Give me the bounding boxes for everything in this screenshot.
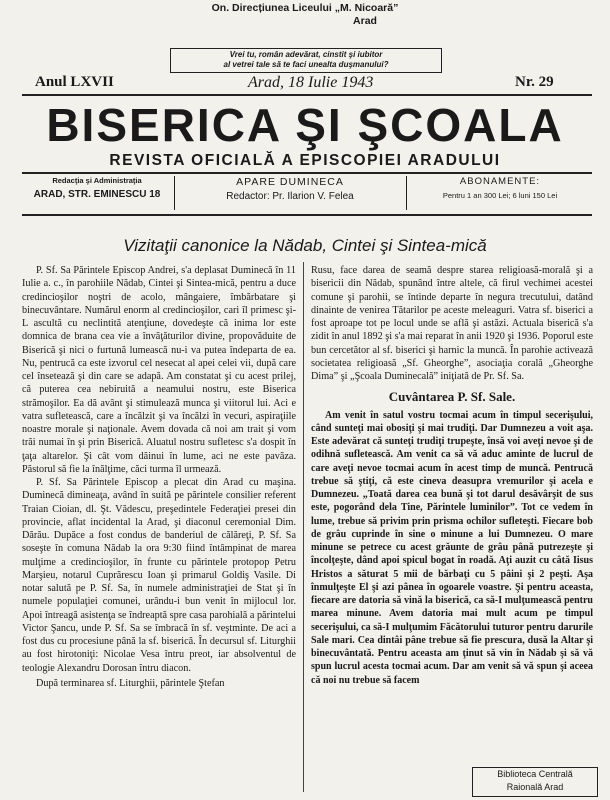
subscriptions-block [408,176,592,200]
issue-date: Arad, 18 Iulie 1943 [248,74,374,91]
motto-box [170,48,442,73]
appears-text: APARE DUMINECA [236,176,344,188]
appears-block [175,176,405,202]
editor-text: Redactor: Pr. Ilarion V. Felea [226,191,354,202]
section-heading: Cuvântarea P. Sf. Sale. [388,389,516,405]
masthead-subtitle: REVISTA OFICIALĂ A EPISCOPIEI ARADULUI [109,152,501,169]
subscriptions-text: Pentru 1 an 300 Lei; 6 luni 150 Lei [442,191,558,200]
subscriptions-label: ABONAMENTE: [459,176,541,187]
info-divider [406,176,407,210]
dedication [0,2,610,28]
stamp-line-1: Biblioteca Centrală [497,769,573,779]
info-box [22,172,592,216]
motto-line-2: al vetrei tale să te faci unealta duşmanului? [223,60,389,69]
paragraph: Am venit în satul vostru tocmai acum în timpul secerişului, când sunteţi mai obosiţi şi mai trudiţi. Dar Dumnezeu a voit aşa. Este adevărat că sunteţi trudiţi trupeşte, însă voi aveţi nevoe şi de odihnă sufletească. Am venit ca să vă aduc aminte de lucrul de care aveţi nevoe tocmai acum în acest timp de muncă. Pentrucă trebue să ştiţi, că este cineva deasupra vremurilor şi acela e Dumnezeu. „Toată darea cea bună şi tot darul desăvârşit de sus este, pogorând dela Tine, Părintele luminilor”. Tot ce vedem în lume, trebue să privim prin prisma ochilor sufleteşti. Fiecare bob de grâu cuprinde în sine o minune a lui Dumnezeu. O mare minune se petrece cu acest grăunte de grâu până putrezeşte şi încolţeşte, dând apoi spicul bogat în roadă. Aţi auzit cu câtă Iisus Hristos a săturat 5 mii de bărbaţi cu 5 pâini şi 2 peşti. Aşa înmulţeşte El şi azi pânea în ogoarele voastre. Şi pentru aceasta, fiecare are datoria să vină la biserică, ca să-I mulţumească pentru marea minune. Avem datoria mai mult acum pe timpul secerişului, ca să-I mulţumim Făcătorului tuturor pentru darurile Sale mari. Cea dintâi pâne trebue să fie prescura, dusă la Altar şi binecuvântată. Pentru aceasta am ţinut să vin în Nădab şi să vă spun lucrul acesta tocmai acum. Dar am venit să vă spun şi aceea că noi nu trebue să facem [311,409,593,686]
article-headline: Vizitaţii canonice la Nădab, Cintei şi Sintea-mică [123,236,487,255]
masthead-title: BISERICA ŞI ŞCOALA [46,99,564,151]
editorial-label: Redacţia şi Administraţia [52,176,142,185]
dedication-line-2: Arad [353,15,377,27]
issue-year: Anul LXVII [35,74,114,90]
stamp-line-2: Raională Arad [506,782,564,792]
paragraph: După terminarea sf. Liturghii, părintele Ştefan [36,677,225,689]
column-divider [303,262,304,792]
paragraph: P. Sf. Sa Părintele Episcop Andrei, s'a deplasat Duminecă în 11 Iulie a. c., în parohiile Nădab, Cintei şi Sintea-mică, pentru a duce credincioşilor noştri de acolo, mângaiere, îmbărbatare şi binecuvântare. Numărul enorm al credincioşilor, cari îl primesc şi-L ascultă cu neclintită atenţiune, dovedeşte că inima lor este domnica de brana cea vie a învăţăturilor divine, propovăduite de Biserică şi nici o furtună lumească nu-i va putea îndeparta de ea. Nu, pentrucă ca este izvorul cel nesecat al apei celei vii, după care cel însetează şi din care se adapă. Am constatat şi cu acest prilej, că puterea cea nebiruită a neamului nostru, este Biserica strămoşilor. Ea dă avânt şi stimulează munca şi viitorul lui. Aci e vatra sufletească, care a încălzit şi va încălzi în vecuri, aspiraţiile noastre morale şi naţionale. Avem dovada că noi am trait şi vom trăi numai în şi prin Biserică. Aluatul nostru sufletesc s'a dospit în ţaţa altarelor. Şi cât vom dăinui în lume, aci ne este pavăza. Păstorul să fie la înălţime, căci turma îl urmează. [22,265,296,475]
editorial-address: ARAD, STR. EMINESCU 18 [33,189,161,200]
editorial-block [22,176,172,200]
top-rule [22,94,592,96]
paragraph: P. Sf. Sa Părintele Episcop a plecat din Arad cu maşina. Duminecă dimineaţa, având în suită pe părintele consilier referent Traian Cioian, dl. Şt. Vădescu, preşedintele Federaţiei presei din provincie, aflat incidental la Arad, şi diaconul ceremonial Dim. Dărău. Dupăce a fost condus de banderiul de călăreţi, P. Sf. Sa soseşte în comuna Nădab la ora 9:30 fiind întâmpinat de marea mulţime a credincioşilor, în frunte cu părintele protopop Petru Marşieu, notarul Cuprărescu Ioan şi primarul Goldiş Vasile. Di notar salută pe P. Sf. Sa, în numele administraţiei de Stat şi în numele populaţiei comunei, urându-i bun venit în mijlocul lor. Apoi întreagă asistenţa se îndreaptă spre casa parohială a părintelui Victor Şancu, unde P. Sf. Sa se îmbracă în sf. veştminte. De aci a fost dus cu procesiune până la sf. biserică. În decursul sf. Liturghii au fost hirotoniţi: Nicolae Vesa întru preot, iar absolventul de teologie Alexandru Dorosan întru diacon. [22,477,296,674]
paragraph: Rusu, face darea de seamă despre starea religioasă-morală şi a bisericii din Nădab, spunând între altele, că firul vechimei acestei comune şi parohii, se întinde departe în negura trecutului, datând dinainte de venirea Tătarilor pe aceste meleaguri. Vatra sf. biserici a fost aproape tot pe locul unde se află şi astăzi. Actuala biserică s'a zidit în anul 1892 şi s'a mai reparat în anii 1920 şi 1936. Poporul este bun cercetător al sf. biserici şi harnic la muncă. În parohie activează societatea religioasă „Sf. Gheorghe”, asociaţia corală „Gheorghe Dima” şi „Şcoala Duminecală” iniţiată de Pr. Sf. Sa. [311,265,593,382]
library-stamp [472,767,598,797]
right-column [311,264,593,800]
motto-line-1: Vrei tu, român adevărat, cinstit şi iubitor [229,50,383,59]
dedication-line-1: On. Direcțiunea Liceului „M. Nicoară” [211,2,399,14]
left-column [22,264,296,800]
issue-number: Nr. 29 [515,74,554,90]
